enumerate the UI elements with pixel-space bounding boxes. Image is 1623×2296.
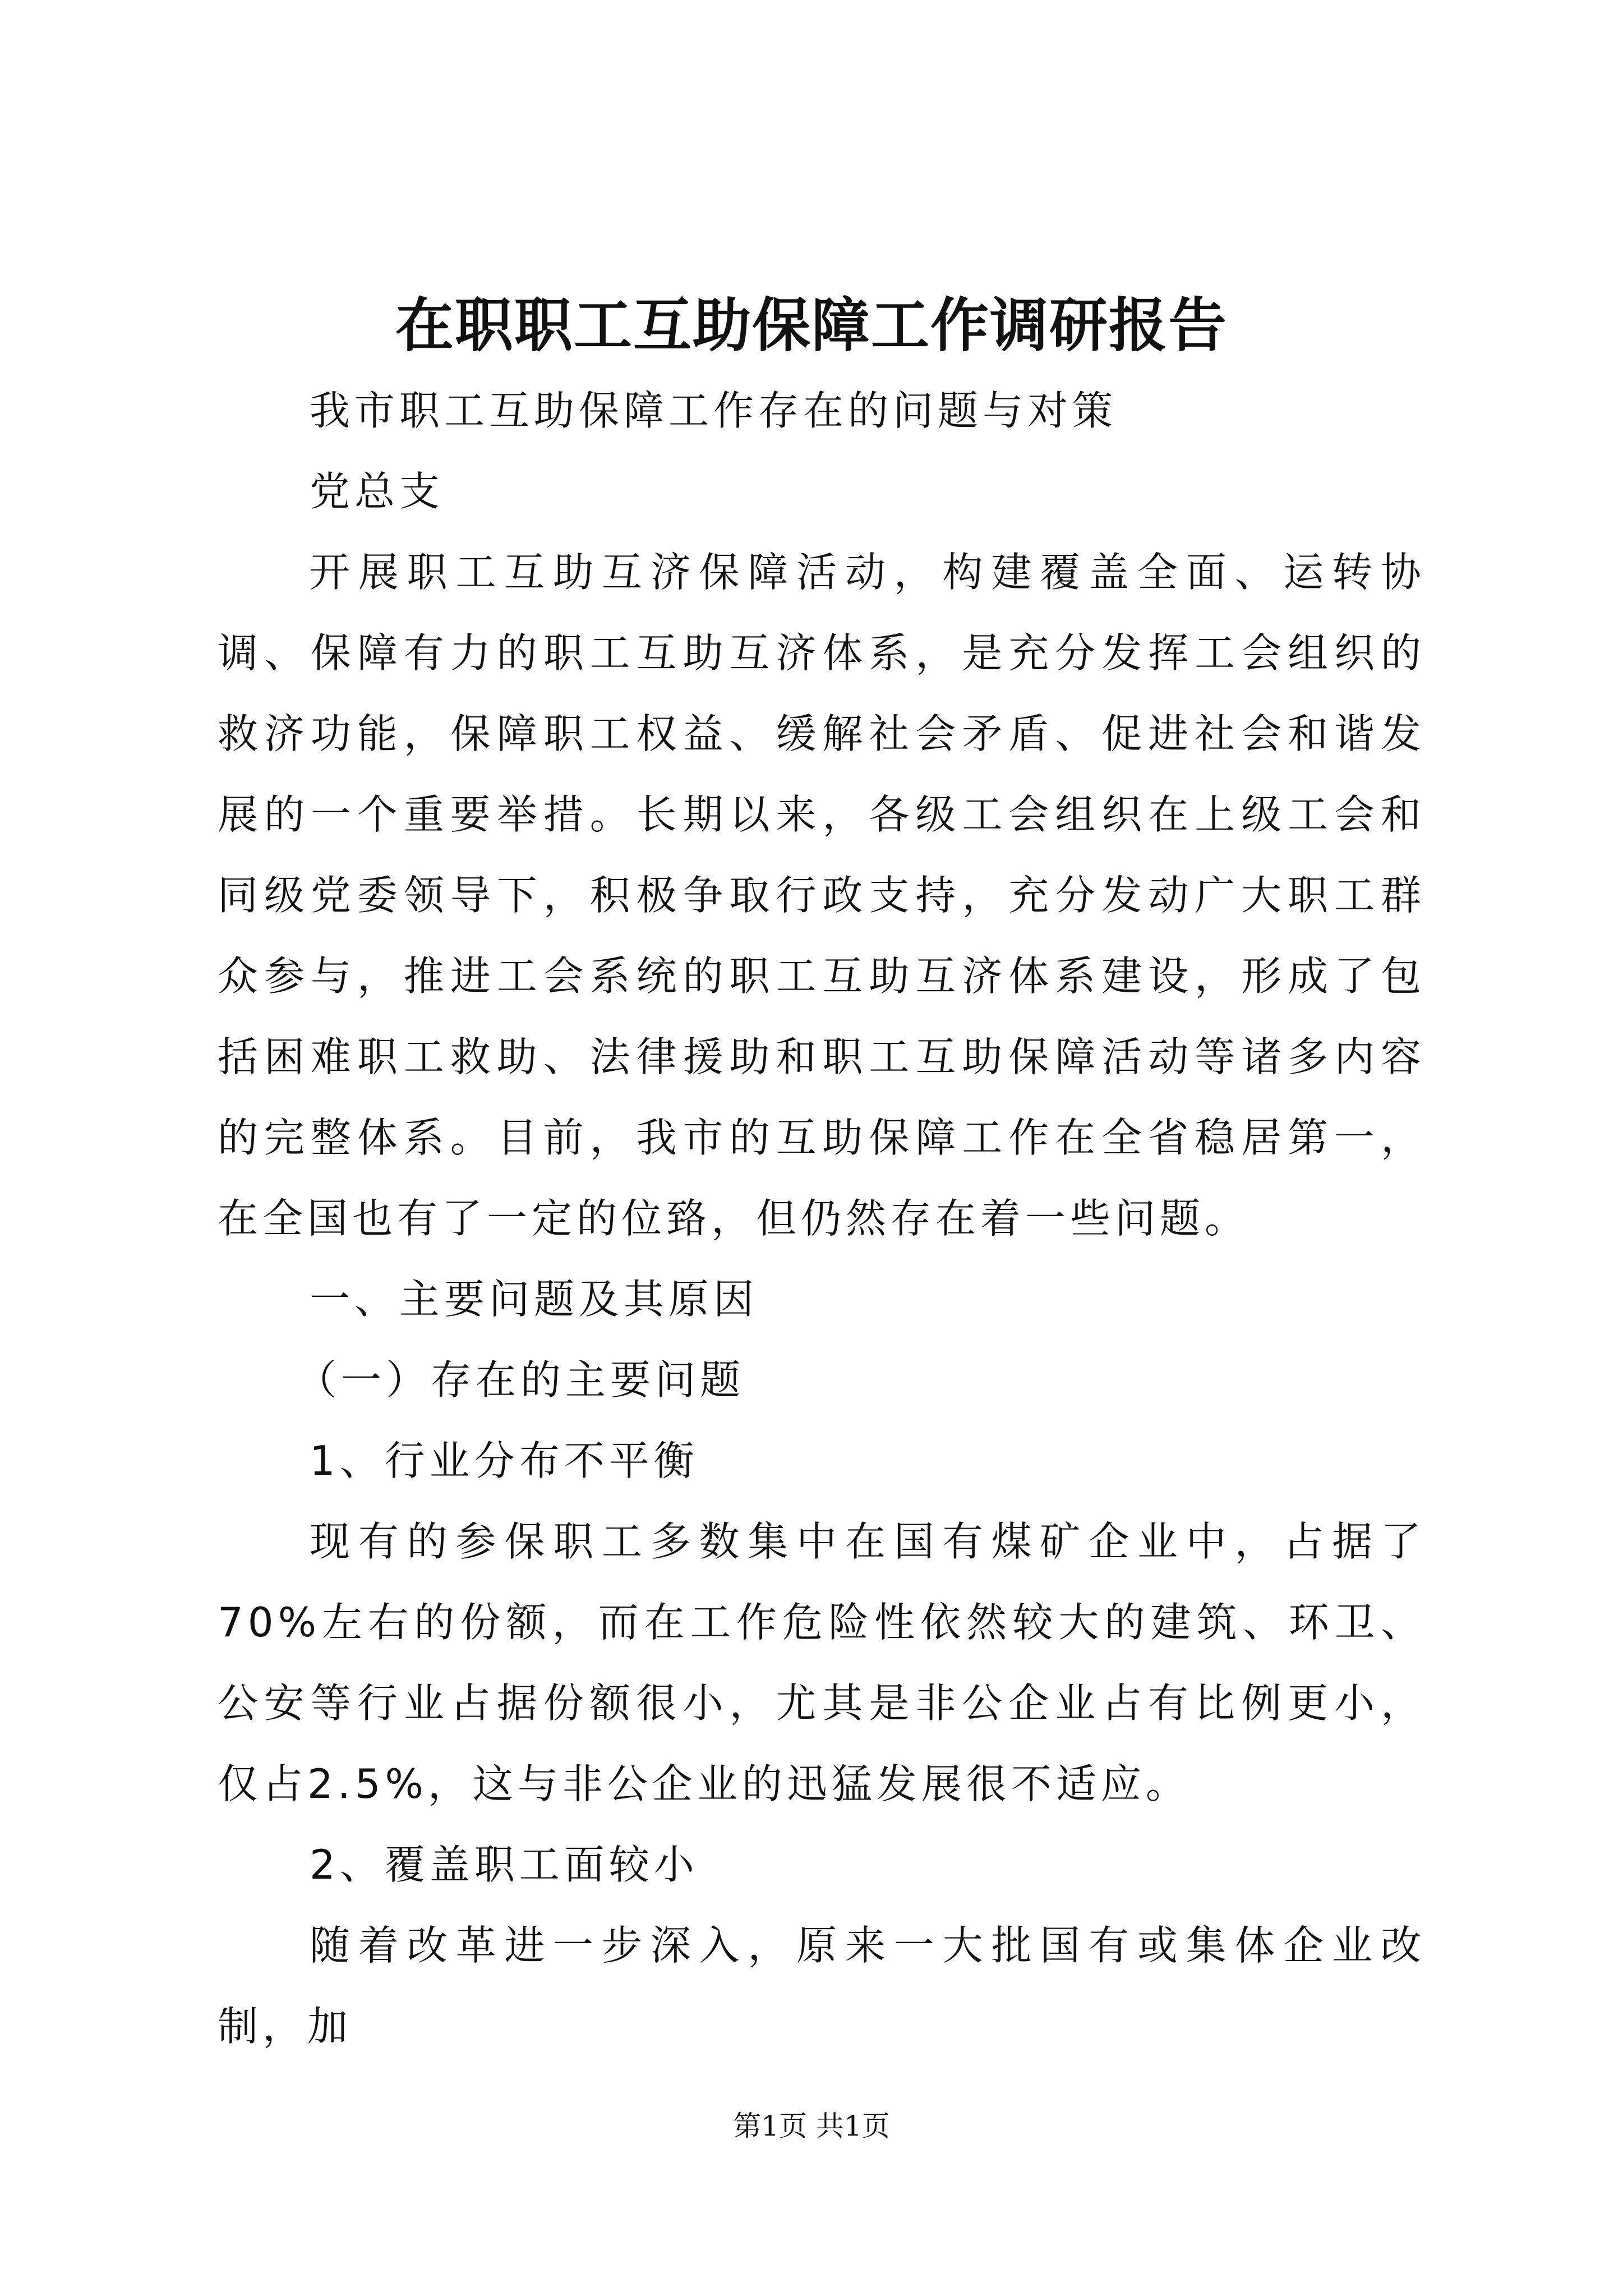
document-body <box>218 370 1426 2067</box>
intro-paragraph: 开展职工互助互济保障活动，构建覆盖全面、运转协调、保障有力的职工互助互济体系，是充分发挥工会组织的救济功能，保障职工权益、缓解社会矛盾、促进社会和谐发展的一个重要举措。长期以来，各级工会组织在上级工会和同级党委领导下，积极争取行政支持，充分发动广大职工群众参与，推进工会系统的职工互助互济体系建设，形成了包括困难职工救助、法律援助和职工互助保障活动等诸多内容的完整体系。目前，我市的互助保障工作在全省稳居第一，在全国也有了一定的位臵，但仍然存在着一些问题。 <box>218 549 1426 1242</box>
point-1-paragraph: 现有的参保职工多数集中在国有煤矿企业中，占据了70%左右的份额，而在工作危险性依然较大的建筑、环卫、公安等行业占据份额很小，尤其是非公企业占有比例更小，仅占2.5%，这与非公企业的迅猛发展很不适应。 <box>218 1518 1426 1807</box>
subsection-heading-1: （一）存在的主要问题 <box>296 1356 745 1404</box>
page-footer: 第1页 共1页 <box>733 2110 890 2142</box>
section-heading-1: 一、主要问题及其原因 <box>310 1276 759 1323</box>
author-line: 党总支 <box>310 468 445 515</box>
point-heading-2: 2、覆盖职工面较小 <box>310 1841 699 1888</box>
point-2-paragraph: 随着改革进一步深入，原来一大批国有或集体企业改制，加 <box>218 1922 1426 2050</box>
point-heading-1: 1、行业分布不平衡 <box>310 1437 699 1484</box>
document-title: 在职职工互助保障工作调研报告 <box>395 291 1228 360</box>
subtitle: 我市职工互助保障工作存在的问题与对策 <box>310 387 1118 434</box>
